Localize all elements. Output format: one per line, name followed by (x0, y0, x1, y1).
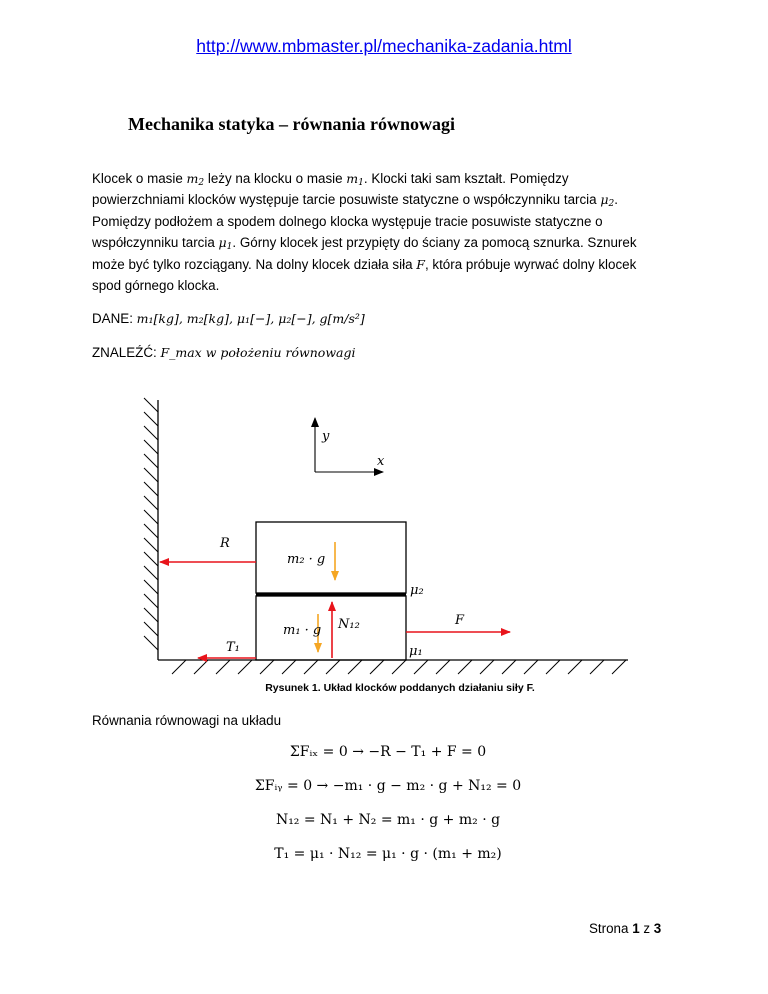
page-number: Strona 1 z 3 (589, 921, 662, 936)
label-mu2: μ₂ (410, 583, 424, 598)
label-m2g: m₂ · g (287, 552, 326, 567)
y-axis-label: y (322, 429, 330, 444)
wall (144, 398, 158, 660)
equation-t1: T₁ = μ₁ · N₁₂ = μ₁ · g · (m₁ + m₂) (274, 846, 502, 862)
equations-heading: Równania równowagi na układu (92, 713, 282, 728)
label-F: F (455, 613, 465, 628)
given-data: DANE: m₁[kg], m₂[kg], μ₁[−], μ₂[−], g[m/s²] (92, 311, 365, 327)
equation-sum-fx: ΣFᵢₓ = 0 → −R − T₁ + F = 0 (289, 744, 487, 760)
page-title: Mechanika statyka – równania równowagi (128, 114, 456, 134)
label-m1g: m₁ · g (283, 623, 322, 638)
problem-statement: Klocek o masie $m_2$ leży na klocku o masie $m_1$. Klocki taki sam kształt. Pomiędzy powierzchniami klocków występuje tarcie posuwiste statyczne o współczynniku tarcia $\mu_2$. Pomiędzy podłożem a spodem dolnego klocka występuje tracie posuwiste statyczne o współczynniku tarcia $\mu_1$. Górny klocek jest przypięty do ściany za pomocą sznurka. Sznurek może być tylko rozciągany. Na dolny klocek działa siła F, która próbuje wyrwać dolny klocek spod górnego klocka. DANE: m₁[kg], m₂[kg], μ₁[−], μ₂[−], g[m/s²] ZNALEŹĆ: F_max w położeniu równowagi (92, 168, 682, 363)
figure-caption: Rysunek 1. Układ klocków poddanych działaniu siły F. (265, 682, 535, 694)
equation-sum-fy: ΣFᵢᵧ = 0 → −m₁ · g − m₂ · g + N₁₂ = 0 (254, 778, 522, 794)
upper-block (256, 522, 406, 593)
header-link[interactable]: http://www.mbmaster.pl/mechanika-zadania.html (196, 36, 572, 56)
label-R: R (220, 536, 230, 551)
label-T1: T₁ (226, 640, 240, 655)
label-N12: N₁₂ (338, 617, 360, 632)
label-mu1: μ₁ (409, 644, 423, 659)
equation-n12: N₁₂ = N₁ + N₂ = m₁ · g + m₂ · g (275, 812, 501, 828)
coordinate-axes (315, 418, 385, 472)
find-line: ZNALEŹĆ: F_max w położeniu równowagi (92, 344, 356, 360)
lower-block (256, 596, 406, 660)
ground (158, 660, 628, 674)
x-axis-label: x (377, 454, 385, 469)
